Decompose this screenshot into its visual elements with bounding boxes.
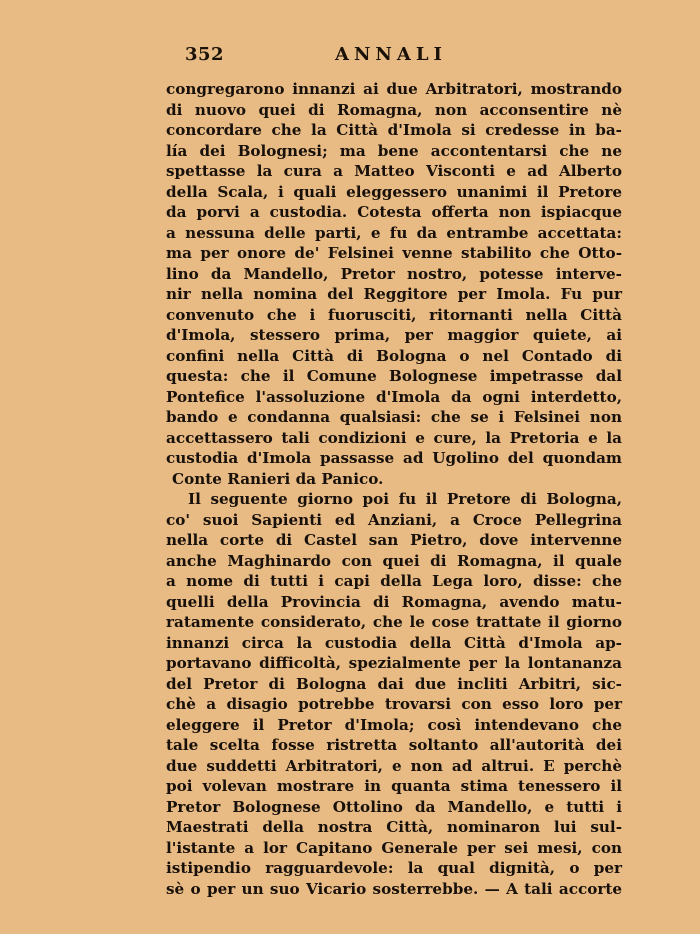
text-line: congregarono innanzi ai due Arbitratori, mostrando (166, 80, 622, 98)
text-line: a nome di tutti i capi della Lega loro, disse: che (166, 572, 622, 590)
text-line: l'istante a lor Capitano Generale per sei mesi, con (166, 838, 622, 857)
text-line: ratamente considerato, che le cose trattate il giorno (166, 613, 622, 631)
text-line: spettasse la cura a Matteo Visconti e ad Alberto (166, 162, 622, 180)
text-line: convenuto che i fuorusciti, ritornanti nella Città (166, 305, 622, 324)
text-line: portavano difficoltà, spezialmente per la lontananza (166, 654, 622, 672)
text-line: da porvi a custodia. Cotesta offerta non ispiacque (166, 203, 622, 221)
text-line: lía dei Bolognesi; ma bene accontentarsi che ne (166, 141, 622, 160)
text-line: istipendio ragguardevole: la qual dignità, o per (166, 859, 622, 877)
text-line: Il seguente giorno poi fu il Pretore di Bologna, (188, 490, 622, 508)
running-head: ANNALI (335, 44, 447, 65)
text-line: innanzi circa la custodia della Città d'Imola ap- (166, 633, 622, 652)
text-line: nir nella nomina del Reggitore per Imola. Fu pur (166, 285, 622, 303)
body-text (166, 79, 622, 899)
text-line: nella corte di Castel san Pietro, dove intervenne (166, 531, 622, 549)
text-line: tale scelta fosse ristretta soltanto all'autorità dei (166, 736, 622, 754)
text-line: del Pretor di Bologna dai due incliti Arbitri, sic- (166, 674, 622, 693)
text-line: ma per onore de' Felsinei venne stabilito che Otto- (166, 244, 622, 262)
text-line: bando e condanna qualsiasi: che se i Felsinei non (166, 408, 622, 426)
text-line: concordare che la Città d'Imola si credesse in ba- (166, 121, 622, 139)
text-line: della Scala, i quali eleggessero unanimi il Pretore (166, 182, 622, 201)
text-line: custodia d'Imola passasse ad Ugolino del quondam (166, 449, 622, 467)
text-line: Pontefice l'assoluzione d'Imola da ogni interdetto, (166, 387, 622, 406)
text-line: di nuovo quei di Romagna, non acconsentire nè (166, 100, 622, 119)
text-line: poi volevan mostrare in quanta stima tenessero il (166, 777, 622, 795)
text-line: quelli della Provincia di Romagna, avendo matu- (166, 592, 622, 611)
text-line: sè o per un suo Vicario sosterrebbe. — A tali accorte (166, 879, 622, 898)
page-header (185, 44, 625, 68)
text-line: d'Imola, stessero prima, per maggior quiete, ai (166, 326, 622, 344)
text-line: anche Maghinardo con quei di Romagna, il quale (166, 551, 622, 570)
text-line: Pretor Bolognese Ottolino da Mandello, e tutti i (166, 797, 622, 816)
text-line: questa: che il Comune Bolognese impetrasse dal (166, 367, 622, 385)
text-line: lino da Mandello, Pretor nostro, potesse interve- (166, 264, 622, 283)
text-line: Conte Ranieri da Panico. (172, 469, 384, 488)
text-line: co' suoi Sapienti ed Anziani, a Croce Pellegrina (166, 510, 622, 529)
text-line: accettassero tali condizioni e cure, la Pretoria e la (166, 428, 622, 447)
page-number: 352 (185, 44, 225, 65)
text-line: Maestrati della nostra Città, nominaron lui sul- (166, 818, 622, 836)
text-line: chè a disagio potrebbe trovarsi con esso loro per (166, 695, 622, 713)
text-line: due suddetti Arbitratori, e non ad altrui. E perchè (166, 756, 622, 775)
text-line: confini nella Città di Bologna o nel Contado di (166, 346, 622, 365)
text-line: a nessuna delle parti, e fu da entrambe accettata: (166, 223, 622, 242)
text-line: eleggere il Pretor d'Imola; così intendevano che (166, 715, 622, 734)
